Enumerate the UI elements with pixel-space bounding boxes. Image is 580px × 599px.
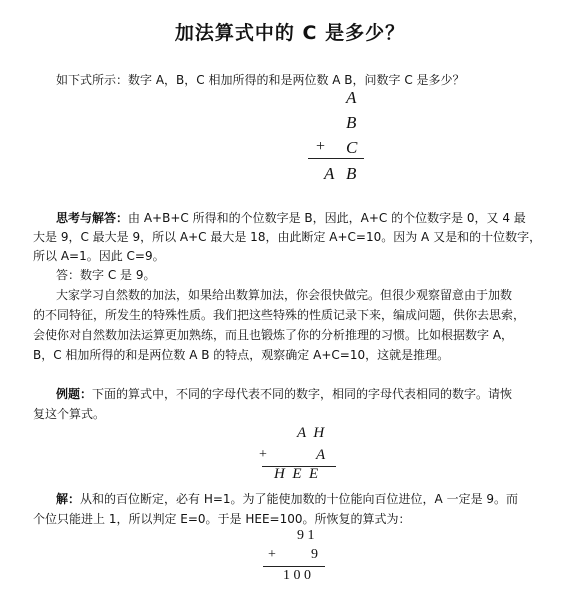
solution1-answer: 答：数字 C 是 9。 — [56, 268, 156, 282]
problem1-sum-b: B — [346, 164, 357, 183]
problem1-row1: A — [346, 88, 357, 107]
example-plus: + — [259, 447, 267, 462]
solution1-line2: 大是 9，C 最大是 9，所以 A+C 最大是 18，由此断定 A+C=10。因为 A 又是和的十位数字， — [33, 230, 542, 244]
discussion-line2: 的不同特征，所发生的特殊性质。我们把这些特殊的性质记录下来，编成问题，供你去思索， — [33, 308, 526, 322]
discussion-line3: 会使你对自然数加法运算更加熟练，而且也锻炼了你的分析推理的习惯。比如根据数字 A， — [33, 328, 514, 342]
solution2-heading: 解： — [56, 492, 81, 506]
example-sum: H E E — [274, 466, 319, 482]
intro-text: 如下式所示：数字 A，B，C 相加所得的和是两位数 A B，问数字 C 是多少？ — [56, 73, 465, 87]
example-row2: A — [316, 447, 326, 463]
problem1-sum-a: A — [324, 164, 335, 183]
example-line1: 例题：下面的算式中，不同的字母代表不同的数字，相同的字母代表相同的数字。请恢 — [56, 387, 513, 401]
page-title: 加法算式中的 C 是多少？ — [174, 22, 406, 44]
solution2-line1: 解：从和的百位断定，必有 H=1。为了能使加数的十位能向百位进位，A 一定是 9。而 — [56, 492, 519, 506]
problem1-row3: C — [346, 138, 358, 157]
solution2-row1: 9 1 — [297, 528, 315, 543]
solution2-plus: + — [268, 547, 276, 562]
solution1-heading: 思考与解答： — [56, 211, 129, 225]
problem1-sum-line — [308, 158, 364, 159]
discussion-line1: 大家学习自然数的加法，如果给出数算加法，你会很快做完。但很少观察留意由于加数 — [56, 288, 513, 302]
example-heading: 例题： — [56, 387, 93, 401]
solution2-line2: 个位只能进上 1，所以判定 E=0。于是 HEE=100。所恢复的算式为： — [33, 512, 411, 526]
example-row1: A H — [297, 425, 325, 441]
solution2-sum-line — [263, 566, 325, 567]
solution1-line1: 思考与解答：由 A+B+C 所得和的个位数字是 B，因此，A+C 的个位数字是 0，又 4 最 — [56, 211, 526, 225]
solution2-row2: 9 — [311, 547, 318, 562]
solution1-line3: 所以 A=1。因此 C=9。 — [33, 249, 165, 263]
example-line2: 复这个算式。 — [33, 407, 106, 421]
problem1-row2: B — [346, 113, 357, 132]
solution2-sum: 1 0 0 — [283, 568, 311, 583]
problem1-plus: + — [316, 138, 326, 155]
discussion-line4: B，C 相加所得的和是两位数 A B 的特点，观察确定 A+C=10，这就是推理。 — [33, 348, 450, 362]
